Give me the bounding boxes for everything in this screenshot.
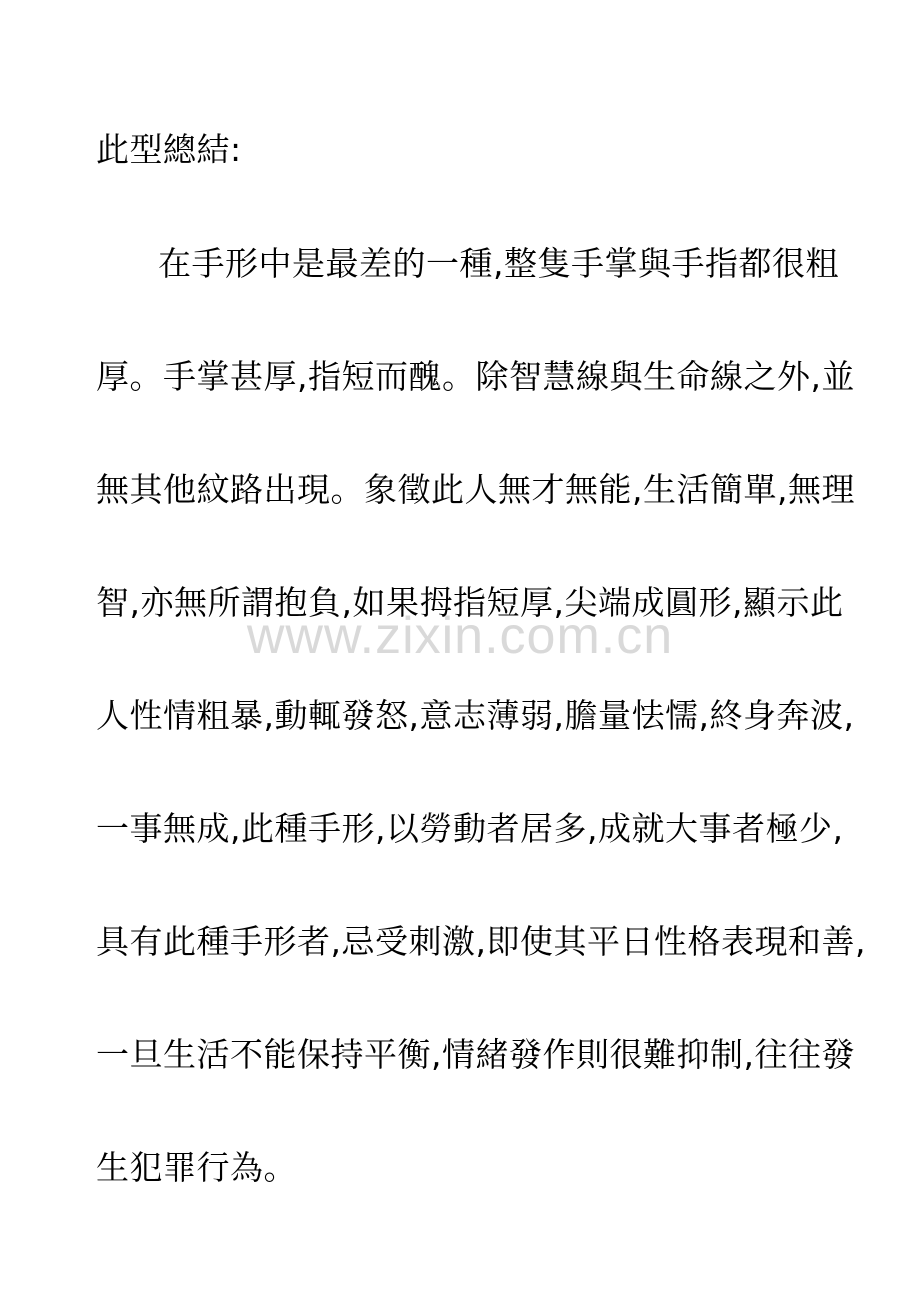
- section-heading: 此型總結:: [96, 130, 242, 169]
- paragraph-line: 一旦生活不能保持平衡,情緒發作則很難抑制,往往發: [96, 1035, 855, 1074]
- paragraph-line: 在手形中是最差的一種,整隻手掌與手指都很粗: [158, 244, 839, 283]
- paragraph-line: 具有此種手形者,忌受刺激,即使其平日性格表現和善,: [96, 922, 866, 961]
- paragraph-line: 無其他紋路出現。象徵此人無才無能,生活簡單,無理: [96, 470, 855, 509]
- paragraph-line: 厚。手掌甚厚,指短而醜。除智慧線與生命線之外,並: [96, 357, 855, 396]
- paragraph-line: 智,亦無所謂抱負,如果拇指短厚,尖端成圓形,顯示此: [96, 583, 844, 622]
- paragraph-line: 生犯罪行為。: [96, 1148, 297, 1187]
- paragraph-line: 一事無成,此種手形,以勞動者居多,成就大事者極少,: [96, 809, 844, 848]
- watermark-text: www.zixin.com.cn: [246, 607, 674, 665]
- paragraph-line: 人性情粗暴,動輒發怒,意志薄弱,膽量怯懦,終身奔波,: [96, 696, 855, 735]
